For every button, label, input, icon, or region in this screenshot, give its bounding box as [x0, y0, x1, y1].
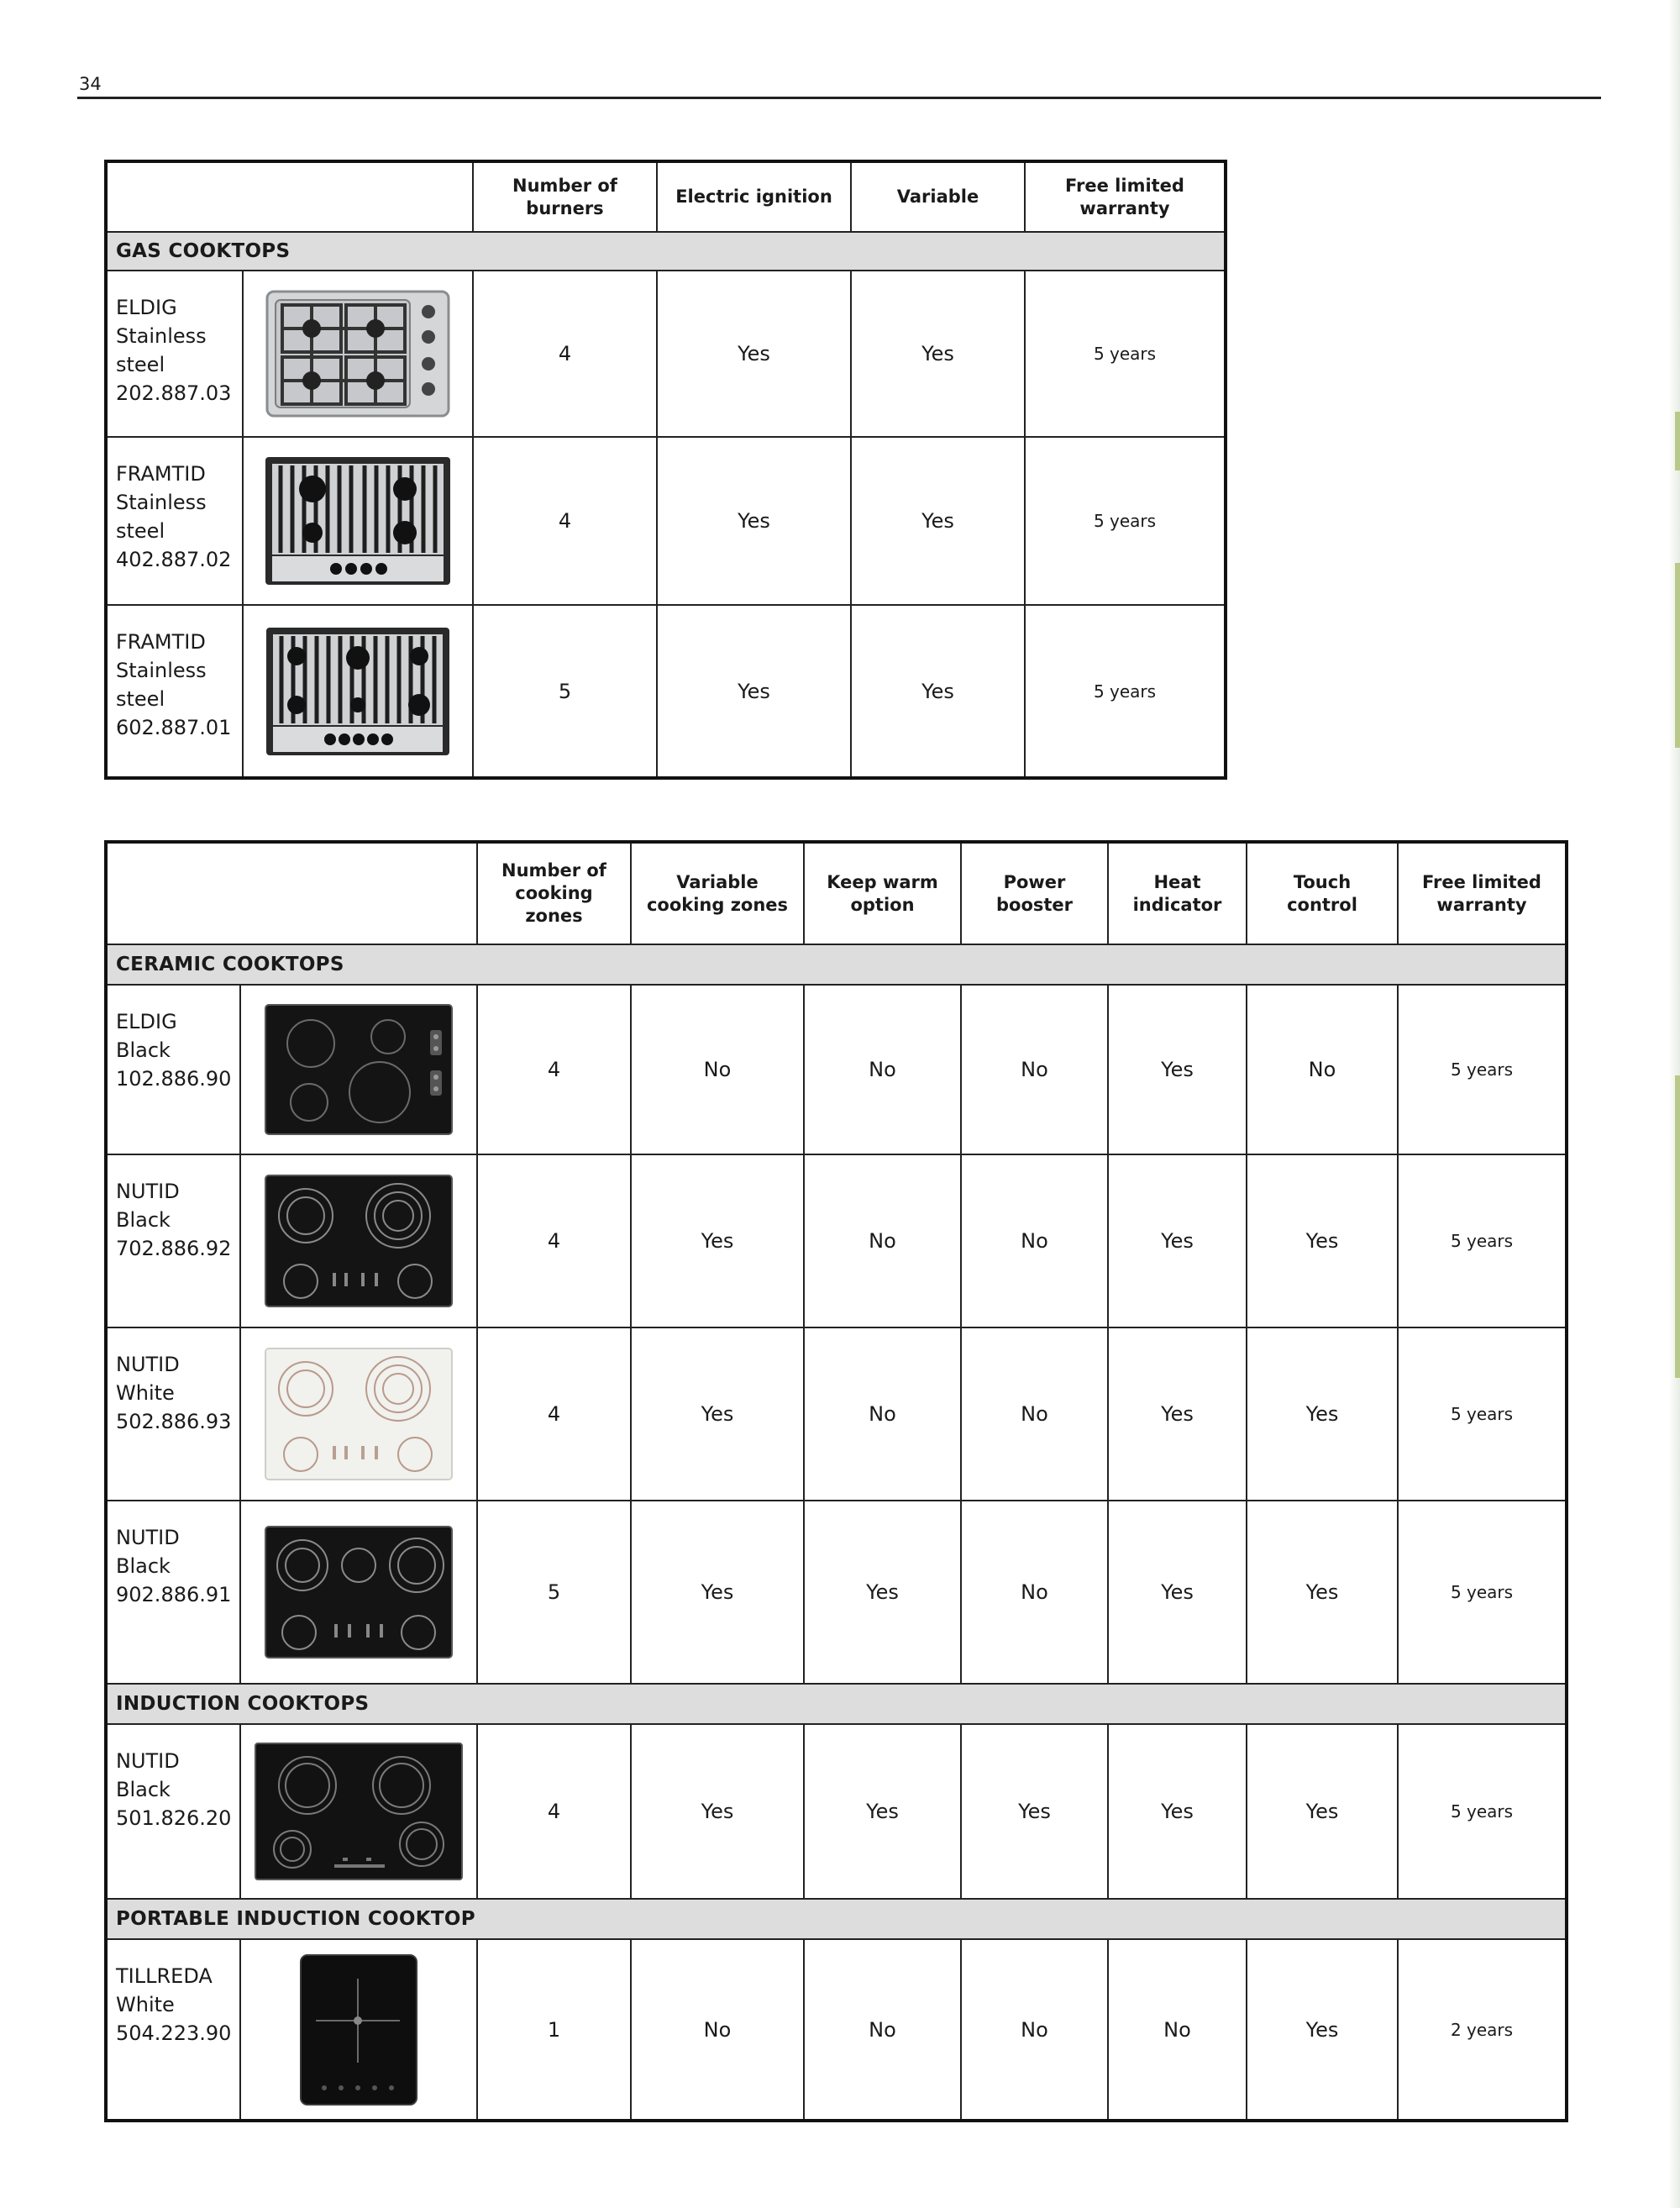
cell-heat-indicator: Yes [1108, 1724, 1247, 1899]
cell-warranty: 2 years [1398, 1939, 1567, 2121]
product-image-cell [240, 1327, 477, 1501]
cell-variable-cooking-zones: Yes [631, 1724, 804, 1899]
product-name: NUTID [116, 1180, 180, 1203]
product-image-cell [240, 1501, 477, 1684]
table-row [106, 1501, 1567, 1684]
cell-warranty: 5 years [1398, 1724, 1567, 1899]
product-image-cell [243, 437, 473, 605]
product-finish: Black [116, 1208, 171, 1232]
cell-number-of-cooking-zones: 4 [477, 985, 631, 1154]
cell-keep-warm-option: No [804, 1327, 961, 1501]
table-row [106, 1154, 1567, 1327]
product-description [106, 437, 243, 605]
black-induction-cooktop-image [254, 1742, 464, 1881]
cell-warranty: 5 years [1025, 271, 1226, 437]
product-description [106, 1154, 240, 1327]
table-row [106, 605, 1226, 778]
cell-variable-cooking-zones: Yes [631, 1327, 804, 1501]
white-ceramic-cooktop-touch-image [264, 1347, 454, 1481]
product-description [106, 1501, 240, 1684]
table-row [106, 1939, 1567, 2121]
product-finish: Stainless [116, 491, 207, 514]
product-finish: White [116, 1993, 175, 2016]
table-row [106, 1327, 1567, 1501]
section-row [106, 1684, 1567, 1724]
cell-number-of-cooking-zones: 5 [477, 1501, 631, 1684]
page-number: 34 [79, 74, 102, 94]
cell-touch-control: No [1247, 985, 1398, 1154]
cell-heat-indicator: No [1108, 1939, 1247, 2121]
product-finish: Stainless [116, 659, 207, 682]
header-blank [106, 842, 477, 944]
product-article-number: 602.887.01 [116, 716, 232, 739]
cell-heat-indicator: Yes [1108, 1327, 1247, 1501]
section-title-gas-cooktops: GAS COOKTOPS [106, 232, 1226, 271]
cell-keep-warm-option: No [804, 1154, 961, 1327]
header-free-limited-warranty: Free limited warranty [1025, 161, 1226, 232]
product-description [106, 985, 240, 1154]
section-row [106, 232, 1226, 271]
product-name: TILLREDA [116, 1964, 213, 1988]
product-finish: steel [116, 353, 165, 376]
black-ceramic-5-zone-cooktop-image [264, 1525, 454, 1659]
section-row [106, 1899, 1567, 1939]
section-title-induction-cooktops: INDUCTION COOKTOPS [106, 1684, 1567, 1724]
product-finish: steel [116, 519, 165, 543]
cell-warranty: 5 years [1398, 985, 1567, 1154]
product-article-number: 102.886.90 [116, 1067, 232, 1091]
stainless-4-burner-cooktop-image [264, 288, 452, 419]
cell-variable-cooking-zones: No [631, 985, 804, 1154]
page-edge-mark [1675, 412, 1680, 471]
product-finish: Black [116, 1778, 171, 1801]
table-row [106, 985, 1567, 1154]
product-finish: Black [116, 1038, 171, 1062]
product-name: NUTID [116, 1353, 180, 1376]
cell-warranty: 5 years [1025, 437, 1226, 605]
cell-touch-control: Yes [1247, 1154, 1398, 1327]
portable-induction-cooktop-image [299, 1953, 418, 2106]
cell-power-booster: No [961, 1939, 1108, 2121]
product-image-cell [240, 1724, 477, 1899]
cell-electric-ignition: Yes [657, 605, 851, 778]
cell-variable-cooking-zones: Yes [631, 1501, 804, 1684]
header-keep-warm-option: Keep warm option [804, 842, 961, 944]
cell-variable-cooking-zones: No [631, 1939, 804, 2121]
product-image-cell [243, 605, 473, 778]
product-description [106, 1939, 240, 2121]
product-finish: Stainless [116, 324, 207, 348]
cell-power-booster: No [961, 1327, 1108, 1501]
product-name: ELDIG [116, 296, 177, 319]
stainless-5-burner-grate-cooktop-image [263, 624, 453, 759]
cell-keep-warm-option: No [804, 1939, 961, 2121]
cell-keep-warm-option: Yes [804, 1724, 961, 1899]
table-row [106, 437, 1226, 605]
cell-power-booster: No [961, 1154, 1108, 1327]
product-article-number: 202.887.03 [116, 381, 232, 405]
page-edge-mark [1675, 1075, 1680, 1378]
cell-warranty: 5 years [1398, 1154, 1567, 1327]
section-title-ceramic-cooktops: CERAMIC COOKTOPS [106, 944, 1567, 985]
electric-cooktops-table [104, 840, 1568, 2122]
product-article-number: 502.886.93 [116, 1410, 232, 1433]
section-row [106, 944, 1567, 985]
header-number-of-cooking-zones: Number of cooking zones [477, 842, 631, 944]
product-description [106, 271, 243, 437]
product-description [106, 1724, 240, 1899]
cell-heat-indicator: Yes [1108, 1154, 1247, 1327]
cell-number-of-burners: 4 [473, 437, 657, 605]
product-article-number: 902.886.91 [116, 1583, 232, 1606]
cell-warranty: 5 years [1025, 605, 1226, 778]
cell-warranty: 5 years [1398, 1327, 1567, 1501]
cell-touch-control: Yes [1247, 1939, 1398, 2121]
product-finish: steel [116, 687, 165, 711]
cell-power-booster: No [961, 985, 1108, 1154]
product-article-number: 702.886.92 [116, 1237, 232, 1260]
product-image-cell [243, 271, 473, 437]
cell-heat-indicator: Yes [1108, 985, 1247, 1154]
header-touch-control: Touch control [1247, 842, 1398, 944]
product-article-number: 501.826.20 [116, 1806, 232, 1830]
black-ceramic-cooktop-knobs-image [264, 1003, 454, 1136]
cell-number-of-cooking-zones: 4 [477, 1724, 631, 1899]
product-name: ELDIG [116, 1010, 177, 1033]
table-row [106, 271, 1226, 437]
header-heat-indicator: Heat indicator [1108, 842, 1247, 944]
header-variable-cooking-zones: Variable cooking zones [631, 842, 804, 944]
cell-variable: Yes [851, 437, 1025, 605]
cell-keep-warm-option: Yes [804, 1501, 961, 1684]
cell-keep-warm-option: No [804, 985, 961, 1154]
product-finish: Black [116, 1554, 171, 1578]
cell-warranty: 5 years [1398, 1501, 1567, 1684]
cell-electric-ignition: Yes [657, 437, 851, 605]
cell-power-booster: Yes [961, 1724, 1108, 1899]
header-variable: Variable [851, 161, 1025, 232]
cell-variable: Yes [851, 271, 1025, 437]
gas-header-row [106, 161, 1226, 232]
product-description [106, 1327, 240, 1501]
product-name: FRAMTID [116, 630, 206, 654]
header-power-booster: Power booster [961, 842, 1108, 944]
cell-variable: Yes [851, 605, 1025, 778]
section-title-portable-induction-cooktop: PORTABLE INDUCTION COOKTOP [106, 1899, 1567, 1939]
black-ceramic-cooktop-touch-image [264, 1174, 454, 1308]
product-image-cell [240, 1154, 477, 1327]
cell-touch-control: Yes [1247, 1724, 1398, 1899]
cell-heat-indicator: Yes [1108, 1501, 1247, 1684]
cell-power-booster: No [961, 1501, 1108, 1684]
cell-number-of-burners: 4 [473, 271, 657, 437]
product-article-number: 504.223.90 [116, 2021, 232, 2045]
cell-number-of-burners: 5 [473, 605, 657, 778]
page-edge-mark [1675, 563, 1680, 748]
stainless-4-burner-grate-cooktop-image [262, 454, 454, 588]
product-name: NUTID [116, 1526, 180, 1549]
cell-number-of-cooking-zones: 4 [477, 1327, 631, 1501]
cell-electric-ignition: Yes [657, 271, 851, 437]
product-finish: White [116, 1381, 175, 1405]
header-free-limited-warranty: Free limited warranty [1398, 842, 1567, 944]
page-rule [77, 97, 1601, 99]
table-row [106, 1724, 1567, 1899]
gas-cooktops-table [104, 160, 1227, 780]
product-name: FRAMTID [116, 462, 206, 486]
product-article-number: 402.887.02 [116, 548, 232, 571]
header-blank [106, 161, 473, 232]
product-description [106, 605, 243, 778]
electric-header-row [106, 842, 1567, 944]
header-electric-ignition: Electric ignition [657, 161, 851, 232]
product-image-cell [240, 1939, 477, 2121]
product-image-cell [240, 985, 477, 1154]
cell-touch-control: Yes [1247, 1327, 1398, 1501]
cell-number-of-cooking-zones: 1 [477, 1939, 631, 2121]
cell-variable-cooking-zones: Yes [631, 1154, 804, 1327]
cell-number-of-cooking-zones: 4 [477, 1154, 631, 1327]
product-name: NUTID [116, 1749, 180, 1773]
header-number-of-burners: Number of burners [473, 161, 657, 232]
cell-touch-control: Yes [1247, 1501, 1398, 1684]
